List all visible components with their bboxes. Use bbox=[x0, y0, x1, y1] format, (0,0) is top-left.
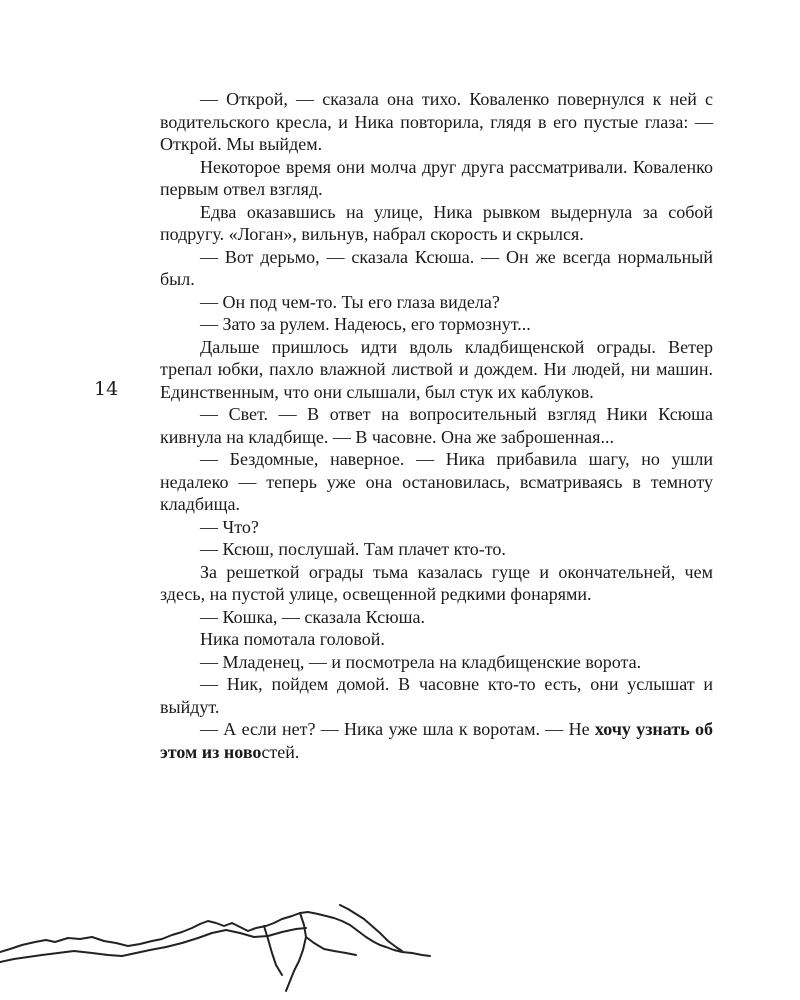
paragraph: — Младенец, — и посмотрела на кладбищенские ворота. bbox=[200, 651, 642, 672]
paragraph: — Что? bbox=[200, 516, 259, 537]
last-paragraph-end: стей. bbox=[261, 741, 300, 762]
body-text bbox=[160, 88, 713, 763]
paragraph: — Кошка, — сказала Ксюша. bbox=[200, 606, 425, 627]
paragraph: Дальше пришлось идти вдоль кладбищенской ограды. Ветер трепал юбки, пахло влажной листвой и дождем. Ни людей, ни машин. Единственным, что они слышали, был стук их каблуков. bbox=[160, 336, 713, 402]
mountain-illustration bbox=[0, 895, 800, 1000]
ridge-line bbox=[0, 912, 430, 956]
paragraph-last bbox=[160, 718, 713, 763]
last-paragraph-bold: хочу узнать об этом из ново bbox=[160, 719, 713, 762]
paragraph: Едва оказавшись на улице, Ника рывком выдернула за собой подругу. «Логан», вильнув, набрал скорость и скрылся. bbox=[160, 201, 713, 244]
paragraph: — Зато за рулем. Надеюсь, его тормознут... bbox=[200, 314, 531, 334]
paragraph: Некоторое время они молча друг друга рассматривали. Коваленко первым отвел взгляд. bbox=[160, 156, 713, 199]
page-number: 14 bbox=[94, 378, 119, 400]
peak-outline bbox=[340, 905, 402, 951]
paragraph: — Свет. — В ответ на вопросительный взгляд Ники Ксюша кивнула на кладбище. — В часовне. Она же заброшенная... bbox=[160, 404, 713, 447]
paragraph: — Ник, пойдем домой. В часовне кто-то есть, они услышат и выйдут. bbox=[160, 674, 713, 717]
crevice-line bbox=[306, 937, 356, 955]
crevice-line bbox=[286, 913, 306, 991]
paragraph: — Вот дерьмо, — сказала Ксюша. — Он же всегда нормальный был. bbox=[160, 246, 713, 289]
lower-ridge bbox=[0, 928, 306, 962]
paragraph: — Бездомные, наверное. — Ника прибавила шагу, но ушли недалеко — теперь уже она остановилась, всматриваясь в темноту кладбища. bbox=[160, 449, 713, 514]
paragraph: За решеткой ограды тьма казалась гуще и окончательней, чем здесь, на пустой улице, освещенной редкими фонарями. bbox=[160, 561, 713, 604]
paragraph: Ника помотала головой. bbox=[200, 629, 385, 649]
paragraph: — Открой, — сказала она тихо. Коваленко повернулся к ней с водительского кресла, и Ника повторила, глядя в его пустые глаза: — Открой. Мы выйдем. bbox=[160, 89, 713, 154]
paragraph: — Ксюш, послушай. Там плачет кто-то. bbox=[200, 539, 506, 559]
paragraph: — Он под чем-то. Ты его глаза видела? bbox=[200, 291, 500, 312]
last-paragraph-start: — А если нет? — Ника уже шла к воротам. — Не bbox=[200, 719, 595, 739]
